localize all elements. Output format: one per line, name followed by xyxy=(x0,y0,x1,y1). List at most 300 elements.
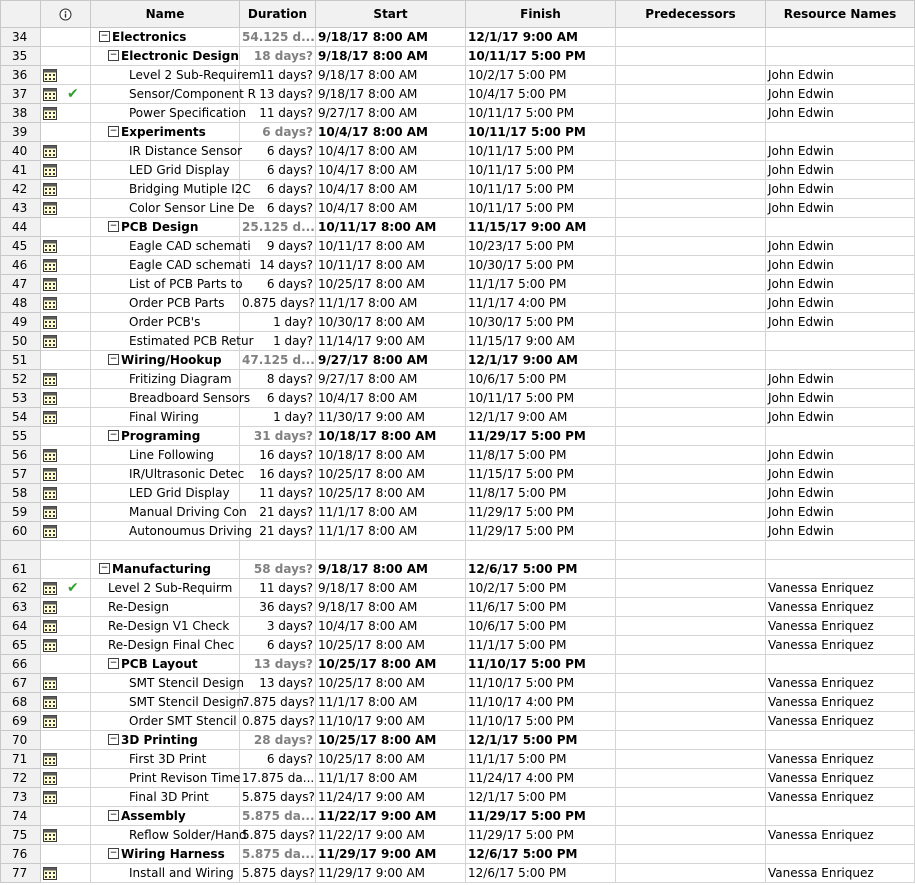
finish-cell[interactable]: 10/23/17 5:00 PM xyxy=(466,237,616,256)
duration-cell[interactable]: 54.125 d... xyxy=(240,28,316,47)
finish-cell[interactable]: 11/6/17 5:00 PM xyxy=(466,598,616,617)
task-name-cell[interactable] xyxy=(91,845,240,864)
predecessors-cell[interactable] xyxy=(616,655,766,674)
start-cell[interactable]: 9/18/17 8:00 AM xyxy=(316,66,466,85)
duration-cell[interactable]: 5.875 da... xyxy=(240,807,316,826)
finish-cell[interactable]: 10/11/17 5:00 PM xyxy=(466,199,616,218)
finish-cell[interactable]: 11/1/17 5:00 PM xyxy=(466,636,616,655)
row-id-cell[interactable]: 59 xyxy=(1,503,41,522)
task-row[interactable] xyxy=(1,313,915,332)
resource-names-cell[interactable]: John Edwin xyxy=(766,522,915,541)
resource-names-cell[interactable] xyxy=(766,655,915,674)
predecessors-cell[interactable] xyxy=(616,275,766,294)
finish-cell[interactable]: 10/30/17 5:00 PM xyxy=(466,313,616,332)
resource-names-cell[interactable]: John Edwin xyxy=(766,180,915,199)
resource-names-cell[interactable]: John Edwin xyxy=(766,408,915,427)
finish-cell[interactable]: 11/10/17 5:00 PM xyxy=(466,655,616,674)
predecessors-cell[interactable] xyxy=(616,541,766,560)
row-id-cell[interactable]: 54 xyxy=(1,408,41,427)
task-name-cell[interactable] xyxy=(91,560,240,579)
predecessors-cell[interactable] xyxy=(616,427,766,446)
duration-cell[interactable]: 6 days? xyxy=(240,199,316,218)
start-cell[interactable]: 10/11/17 8:00 AM xyxy=(316,218,466,237)
duration-cell[interactable]: 6 days? xyxy=(240,750,316,769)
task-row[interactable] xyxy=(1,28,915,47)
task-name-cell[interactable] xyxy=(91,256,251,275)
start-cell[interactable]: 10/4/17 8:00 AM xyxy=(316,199,466,218)
row-id-cell[interactable]: 45 xyxy=(1,237,41,256)
finish-cell[interactable]: 10/30/17 5:00 PM xyxy=(466,256,616,275)
predecessors-cell[interactable] xyxy=(616,560,766,579)
task-row[interactable] xyxy=(1,712,915,731)
row-id-cell[interactable]: 65 xyxy=(1,636,41,655)
duration-cell[interactable]: 11 days? xyxy=(240,104,316,123)
start-cell[interactable]: 10/25/17 8:00 AM xyxy=(316,465,466,484)
finish-cell[interactable]: 10/6/17 5:00 PM xyxy=(466,370,616,389)
finish-cell[interactable]: 11/8/17 5:00 PM xyxy=(466,484,616,503)
predecessors-cell[interactable] xyxy=(616,123,766,142)
start-cell[interactable]: 9/27/17 8:00 AM xyxy=(316,351,466,370)
collapse-toggle-icon[interactable]: − xyxy=(109,658,118,668)
duration-cell[interactable]: 58 days? xyxy=(240,560,316,579)
row-id-cell[interactable]: 52 xyxy=(1,370,41,389)
predecessors-cell[interactable] xyxy=(616,161,766,180)
start-cell[interactable]: 10/18/17 8:00 AM xyxy=(316,427,466,446)
row-id-cell[interactable]: 71 xyxy=(1,750,41,769)
finish-cell[interactable]: 11/15/17 9:00 AM xyxy=(466,218,616,237)
task-name-cell[interactable] xyxy=(91,636,240,655)
task-name-cell[interactable] xyxy=(91,351,240,370)
resource-names-cell[interactable]: John Edwin xyxy=(766,389,915,408)
start-cell[interactable]: 11/29/17 9:00 AM xyxy=(316,864,466,883)
finish-cell[interactable]: 11/29/17 5:00 PM xyxy=(466,522,616,541)
resource-names-cell[interactable]: Vanessa Enriquez xyxy=(766,826,915,845)
duration-cell[interactable]: 13 days? xyxy=(240,674,316,693)
resource-names-column-header[interactable]: Resource Names xyxy=(766,1,915,28)
finish-cell[interactable]: 10/11/17 5:00 PM xyxy=(466,161,616,180)
start-cell[interactable]: 10/4/17 8:00 AM xyxy=(316,180,466,199)
task-row[interactable] xyxy=(1,123,915,142)
duration-cell[interactable]: 7.875 days? xyxy=(240,693,316,712)
task-row[interactable] xyxy=(1,370,915,389)
finish-cell[interactable]: 11/8/17 5:00 PM xyxy=(466,446,616,465)
finish-cell[interactable]: 12/1/17 5:00 PM xyxy=(466,731,616,750)
start-cell[interactable]: 10/25/17 8:00 AM xyxy=(316,636,466,655)
predecessors-cell[interactable] xyxy=(616,579,766,598)
task-row[interactable] xyxy=(1,85,915,104)
resource-names-cell[interactable]: Vanessa Enriquez xyxy=(766,864,915,883)
task-name-cell[interactable] xyxy=(91,864,240,883)
start-cell[interactable]: 10/18/17 8:00 AM xyxy=(316,446,466,465)
row-id-cell[interactable]: 67 xyxy=(1,674,41,693)
predecessors-cell[interactable] xyxy=(616,142,766,161)
predecessors-cell[interactable] xyxy=(616,712,766,731)
resource-names-cell[interactable] xyxy=(766,845,915,864)
resource-names-cell[interactable]: John Edwin xyxy=(766,85,915,104)
finish-cell[interactable]: 11/10/17 5:00 PM xyxy=(466,674,616,693)
task-row[interactable] xyxy=(1,180,915,199)
task-row[interactable] xyxy=(1,617,915,636)
resource-names-cell[interactable]: Vanessa Enriquez xyxy=(766,579,915,598)
resource-names-cell[interactable]: John Edwin xyxy=(766,256,915,275)
resource-names-cell[interactable]: John Edwin xyxy=(766,465,915,484)
resource-names-cell[interactable] xyxy=(766,427,915,446)
finish-cell[interactable] xyxy=(466,541,616,560)
task-name-cell[interactable] xyxy=(91,47,240,66)
start-cell[interactable]: 11/1/17 8:00 AM xyxy=(316,693,466,712)
row-id-cell[interactable]: 56 xyxy=(1,446,41,465)
task-name-cell[interactable] xyxy=(91,218,240,237)
task-name-cell[interactable] xyxy=(91,788,240,807)
task-name-cell[interactable] xyxy=(91,712,240,731)
finish-cell[interactable]: 10/11/17 5:00 PM xyxy=(466,123,616,142)
finish-cell[interactable]: 11/1/17 5:00 PM xyxy=(466,275,616,294)
row-id-cell[interactable]: 57 xyxy=(1,465,41,484)
start-cell[interactable]: 10/4/17 8:00 AM xyxy=(316,161,466,180)
row-id-cell[interactable]: 61 xyxy=(1,560,41,579)
row-id-cell[interactable]: 48 xyxy=(1,294,41,313)
start-cell[interactable]: 10/25/17 8:00 AM xyxy=(316,484,466,503)
finish-cell[interactable]: 12/1/17 9:00 AM xyxy=(466,408,616,427)
row-id-cell[interactable]: 60 xyxy=(1,522,41,541)
row-id-cell[interactable]: 41 xyxy=(1,161,41,180)
task-name-cell[interactable] xyxy=(91,427,240,446)
finish-cell[interactable]: 10/11/17 5:00 PM xyxy=(466,389,616,408)
finish-cell[interactable]: 11/24/17 4:00 PM xyxy=(466,769,616,788)
predecessors-cell[interactable] xyxy=(616,256,766,275)
start-cell[interactable]: 11/22/17 9:00 AM xyxy=(316,807,466,826)
resource-names-cell[interactable]: John Edwin xyxy=(766,446,915,465)
resource-names-cell[interactable] xyxy=(766,28,915,47)
task-row[interactable] xyxy=(1,218,915,237)
collapse-toggle-icon[interactable]: − xyxy=(109,50,118,60)
resource-names-cell[interactable]: John Edwin xyxy=(766,484,915,503)
duration-cell[interactable]: 1 day? xyxy=(240,408,316,427)
start-cell[interactable]: 9/18/17 8:00 AM xyxy=(316,560,466,579)
start-cell[interactable] xyxy=(316,541,466,560)
task-row[interactable] xyxy=(1,693,915,712)
duration-cell[interactable]: 31 days? xyxy=(240,427,316,446)
task-name-cell[interactable] xyxy=(91,123,240,142)
task-name-cell[interactable] xyxy=(91,85,256,104)
task-row[interactable] xyxy=(1,446,915,465)
task-name-cell[interactable] xyxy=(91,503,247,522)
row-id-cell[interactable]: 50 xyxy=(1,332,41,351)
task-name-cell[interactable] xyxy=(91,370,240,389)
predecessors-cell[interactable] xyxy=(616,674,766,693)
task-row[interactable] xyxy=(1,655,915,674)
task-name-cell[interactable] xyxy=(91,769,240,788)
finish-cell[interactable]: 11/1/17 5:00 PM xyxy=(466,750,616,769)
row-id-cell[interactable]: 47 xyxy=(1,275,41,294)
row-id-cell[interactable]: 36 xyxy=(1,66,41,85)
row-id-cell[interactable]: 34 xyxy=(1,28,41,47)
task-row[interactable] xyxy=(1,294,915,313)
start-cell[interactable]: 11/30/17 9:00 AM xyxy=(316,408,466,427)
task-row[interactable] xyxy=(1,199,915,218)
start-cell[interactable]: 11/29/17 9:00 AM xyxy=(316,845,466,864)
duration-cell[interactable]: 6 days? xyxy=(240,123,316,142)
predecessors-cell[interactable] xyxy=(616,864,766,883)
resource-names-cell[interactable]: John Edwin xyxy=(766,275,915,294)
row-id-cell[interactable]: 70 xyxy=(1,731,41,750)
row-id-cell[interactable]: 37 xyxy=(1,85,41,104)
duration-cell[interactable]: 0.875 days? xyxy=(240,712,316,731)
start-cell[interactable]: 11/1/17 8:00 AM xyxy=(316,294,466,313)
row-id-cell[interactable]: 46 xyxy=(1,256,41,275)
task-row[interactable] xyxy=(1,503,915,522)
predecessors-cell[interactable] xyxy=(616,370,766,389)
task-name-cell[interactable] xyxy=(91,199,255,218)
row-id-cell[interactable]: 64 xyxy=(1,617,41,636)
resource-names-cell[interactable]: John Edwin xyxy=(766,142,915,161)
duration-cell[interactable] xyxy=(240,541,316,560)
task-name-cell[interactable] xyxy=(91,598,240,617)
resource-names-cell[interactable] xyxy=(766,218,915,237)
duration-cell[interactable]: 9 days? xyxy=(240,237,316,256)
resource-names-cell[interactable]: Vanessa Enriquez xyxy=(766,617,915,636)
task-name-cell[interactable] xyxy=(91,237,251,256)
duration-cell[interactable]: 3 days? xyxy=(240,617,316,636)
task-row[interactable] xyxy=(1,541,915,560)
row-id-header[interactable] xyxy=(1,1,41,28)
finish-cell[interactable]: 11/15/17 9:00 AM xyxy=(466,332,616,351)
resource-names-cell[interactable] xyxy=(766,560,915,579)
duration-cell[interactable]: 8 days? xyxy=(240,370,316,389)
predecessors-cell[interactable] xyxy=(616,598,766,617)
predecessors-cell[interactable] xyxy=(616,180,766,199)
predecessors-column-header[interactable]: Predecessors xyxy=(616,1,766,28)
task-name-cell[interactable] xyxy=(91,313,240,332)
task-row[interactable] xyxy=(1,351,915,370)
duration-cell[interactable]: 11 days? xyxy=(240,484,316,503)
finish-cell[interactable]: 11/15/17 5:00 PM xyxy=(466,465,616,484)
finish-cell[interactable]: 10/4/17 5:00 PM xyxy=(466,85,616,104)
predecessors-cell[interactable] xyxy=(616,237,766,256)
row-id-cell[interactable]: 55 xyxy=(1,427,41,446)
collapse-toggle-icon[interactable]: − xyxy=(109,354,118,364)
task-row[interactable] xyxy=(1,769,915,788)
resource-names-cell[interactable]: John Edwin xyxy=(766,199,915,218)
task-row[interactable] xyxy=(1,332,915,351)
predecessors-cell[interactable] xyxy=(616,47,766,66)
task-row[interactable] xyxy=(1,750,915,769)
predecessors-cell[interactable] xyxy=(616,351,766,370)
task-row[interactable] xyxy=(1,47,915,66)
start-cell[interactable]: 10/11/17 8:00 AM xyxy=(316,256,466,275)
task-name-cell[interactable] xyxy=(91,826,247,845)
row-id-cell[interactable]: 73 xyxy=(1,788,41,807)
duration-cell[interactable]: 0.875 days? xyxy=(240,294,316,313)
duration-cell[interactable]: 1 day? xyxy=(240,313,316,332)
predecessors-cell[interactable] xyxy=(616,750,766,769)
resource-names-cell[interactable] xyxy=(766,123,915,142)
finish-cell[interactable]: 10/11/17 5:00 PM xyxy=(466,180,616,199)
name-column-header[interactable]: Name xyxy=(91,1,240,28)
resource-names-cell[interactable]: Vanessa Enriquez xyxy=(766,769,915,788)
predecessors-cell[interactable] xyxy=(616,807,766,826)
task-name-cell[interactable] xyxy=(91,674,244,693)
duration-cell[interactable]: 11 days? xyxy=(240,66,316,85)
start-cell[interactable]: 10/11/17 8:00 AM xyxy=(316,237,466,256)
finish-cell[interactable]: 11/10/17 5:00 PM xyxy=(466,712,616,731)
task-row[interactable] xyxy=(1,560,915,579)
task-name-cell[interactable] xyxy=(91,180,251,199)
row-id-cell[interactable]: 40 xyxy=(1,142,41,161)
collapse-toggle-icon[interactable]: − xyxy=(109,810,118,820)
task-name-cell[interactable] xyxy=(91,807,240,826)
row-id-cell[interactable]: 49 xyxy=(1,313,41,332)
task-row[interactable] xyxy=(1,104,915,123)
duration-cell[interactable]: 13 days? xyxy=(240,655,316,674)
predecessors-cell[interactable] xyxy=(616,617,766,636)
task-row[interactable] xyxy=(1,142,915,161)
start-cell[interactable]: 10/4/17 8:00 AM xyxy=(316,389,466,408)
task-name-cell[interactable] xyxy=(91,104,247,123)
start-cell[interactable]: 11/22/17 9:00 AM xyxy=(316,826,466,845)
predecessors-cell[interactable] xyxy=(616,199,766,218)
predecessors-cell[interactable] xyxy=(616,28,766,47)
start-cell[interactable]: 9/27/17 8:00 AM xyxy=(316,370,466,389)
start-column-header[interactable]: Start xyxy=(316,1,466,28)
task-row[interactable] xyxy=(1,66,915,85)
task-name-cell[interactable] xyxy=(91,142,243,161)
duration-cell[interactable]: 21 days? xyxy=(240,522,316,541)
task-name-cell[interactable] xyxy=(91,541,240,560)
task-row[interactable] xyxy=(1,731,915,750)
finish-cell[interactable]: 12/6/17 5:00 PM xyxy=(466,864,616,883)
duration-cell[interactable]: 13 days? xyxy=(240,85,316,104)
finish-cell[interactable]: 11/10/17 4:00 PM xyxy=(466,693,616,712)
task-row[interactable] xyxy=(1,636,915,655)
row-id-cell[interactable]: 51 xyxy=(1,351,41,370)
resource-names-cell[interactable]: Vanessa Enriquez xyxy=(766,712,915,731)
resource-names-cell[interactable] xyxy=(766,541,915,560)
finish-cell[interactable]: 10/2/17 5:00 PM xyxy=(466,66,616,85)
start-cell[interactable]: 10/4/17 8:00 AM xyxy=(316,142,466,161)
finish-cell[interactable]: 11/1/17 4:00 PM xyxy=(466,294,616,313)
start-cell[interactable]: 10/25/17 8:00 AM xyxy=(316,750,466,769)
duration-cell[interactable]: 14 days? xyxy=(240,256,316,275)
row-id-cell[interactable]: 35 xyxy=(1,47,41,66)
finish-column-header[interactable]: Finish xyxy=(466,1,616,28)
duration-cell[interactable]: 6 days? xyxy=(240,275,316,294)
duration-cell[interactable]: 18 days? xyxy=(240,47,316,66)
collapse-toggle-icon[interactable]: − xyxy=(109,126,118,136)
resource-names-cell[interactable]: Vanessa Enriquez xyxy=(766,636,915,655)
duration-column-header[interactable]: Duration xyxy=(240,1,316,28)
row-id-cell[interactable]: 69 xyxy=(1,712,41,731)
task-name-cell[interactable] xyxy=(91,294,240,313)
predecessors-cell[interactable] xyxy=(616,693,766,712)
start-cell[interactable]: 9/18/17 8:00 AM xyxy=(316,47,466,66)
task-row[interactable] xyxy=(1,579,915,598)
task-name-cell[interactable] xyxy=(91,28,240,47)
collapse-toggle-icon[interactable]: − xyxy=(109,734,118,744)
task-name-cell[interactable] xyxy=(91,332,254,351)
task-row[interactable] xyxy=(1,864,915,883)
indicators-header[interactable] xyxy=(41,1,91,28)
row-id-cell[interactable]: 58 xyxy=(1,484,41,503)
collapse-toggle-icon[interactable]: − xyxy=(100,31,109,41)
task-row[interactable] xyxy=(1,256,915,275)
start-cell[interactable]: 10/4/17 8:00 AM xyxy=(316,617,466,636)
row-id-cell[interactable]: 42 xyxy=(1,180,41,199)
predecessors-cell[interactable] xyxy=(616,294,766,313)
task-row[interactable] xyxy=(1,408,915,427)
resource-names-cell[interactable]: John Edwin xyxy=(766,161,915,180)
duration-cell[interactable]: 11 days? xyxy=(240,579,316,598)
task-name-cell[interactable] xyxy=(91,465,245,484)
predecessors-cell[interactable] xyxy=(616,826,766,845)
finish-cell[interactable]: 11/29/17 5:00 PM xyxy=(466,807,616,826)
predecessors-cell[interactable] xyxy=(616,465,766,484)
finish-cell[interactable]: 10/11/17 5:00 PM xyxy=(466,104,616,123)
resource-names-cell[interactable]: John Edwin xyxy=(766,237,915,256)
finish-cell[interactable]: 10/11/17 5:00 PM xyxy=(466,142,616,161)
duration-cell[interactable]: 6 days? xyxy=(240,180,316,199)
task-row[interactable] xyxy=(1,465,915,484)
task-name-cell[interactable] xyxy=(91,275,243,294)
task-name-cell[interactable] xyxy=(91,617,240,636)
row-id-cell[interactable]: 72 xyxy=(1,769,41,788)
task-row[interactable] xyxy=(1,826,915,845)
duration-cell[interactable]: 16 days? xyxy=(240,446,316,465)
task-row[interactable] xyxy=(1,389,915,408)
start-cell[interactable]: 11/24/17 9:00 AM xyxy=(316,788,466,807)
duration-cell[interactable]: 6 days? xyxy=(240,161,316,180)
finish-cell[interactable]: 10/6/17 5:00 PM xyxy=(466,617,616,636)
start-cell[interactable]: 10/25/17 8:00 AM xyxy=(316,731,466,750)
finish-cell[interactable]: 11/29/17 5:00 PM xyxy=(466,503,616,522)
finish-cell[interactable]: 12/1/17 5:00 PM xyxy=(466,788,616,807)
start-cell[interactable]: 11/1/17 8:00 AM xyxy=(316,522,466,541)
predecessors-cell[interactable] xyxy=(616,446,766,465)
task-name-cell[interactable] xyxy=(91,161,240,180)
predecessors-cell[interactable] xyxy=(616,636,766,655)
finish-cell[interactable]: 11/29/17 5:00 PM xyxy=(466,826,616,845)
row-id-cell[interactable]: 38 xyxy=(1,104,41,123)
row-id-cell[interactable]: 43 xyxy=(1,199,41,218)
start-cell[interactable]: 11/10/17 9:00 AM xyxy=(316,712,466,731)
resource-names-cell[interactable]: Vanessa Enriquez xyxy=(766,674,915,693)
row-id-cell[interactable] xyxy=(1,541,41,560)
duration-cell[interactable]: 5.875 days? xyxy=(240,826,316,845)
duration-cell[interactable]: 5.875 days? xyxy=(240,788,316,807)
task-row[interactable] xyxy=(1,807,915,826)
task-row[interactable] xyxy=(1,427,915,446)
resource-names-cell[interactable]: John Edwin xyxy=(766,66,915,85)
start-cell[interactable]: 10/4/17 8:00 AM xyxy=(316,123,466,142)
duration-cell[interactable]: 17.875 da... xyxy=(240,769,316,788)
task-row[interactable] xyxy=(1,275,915,294)
task-name-cell[interactable] xyxy=(91,389,251,408)
start-cell[interactable]: 11/1/17 8:00 AM xyxy=(316,503,466,522)
collapse-toggle-icon[interactable]: − xyxy=(109,221,118,231)
duration-cell[interactable]: 6 days? xyxy=(240,636,316,655)
start-cell[interactable]: 10/25/17 8:00 AM xyxy=(316,674,466,693)
resource-names-cell[interactable] xyxy=(766,351,915,370)
task-name-cell[interactable] xyxy=(91,66,261,85)
task-row[interactable] xyxy=(1,522,915,541)
start-cell[interactable]: 9/18/17 8:00 AM xyxy=(316,28,466,47)
task-name-cell[interactable] xyxy=(91,446,240,465)
resource-names-cell[interactable]: Vanessa Enriquez xyxy=(766,788,915,807)
task-row[interactable] xyxy=(1,674,915,693)
resource-names-cell[interactable]: Vanessa Enriquez xyxy=(766,750,915,769)
resource-names-cell[interactable] xyxy=(766,47,915,66)
row-id-cell[interactable]: 53 xyxy=(1,389,41,408)
